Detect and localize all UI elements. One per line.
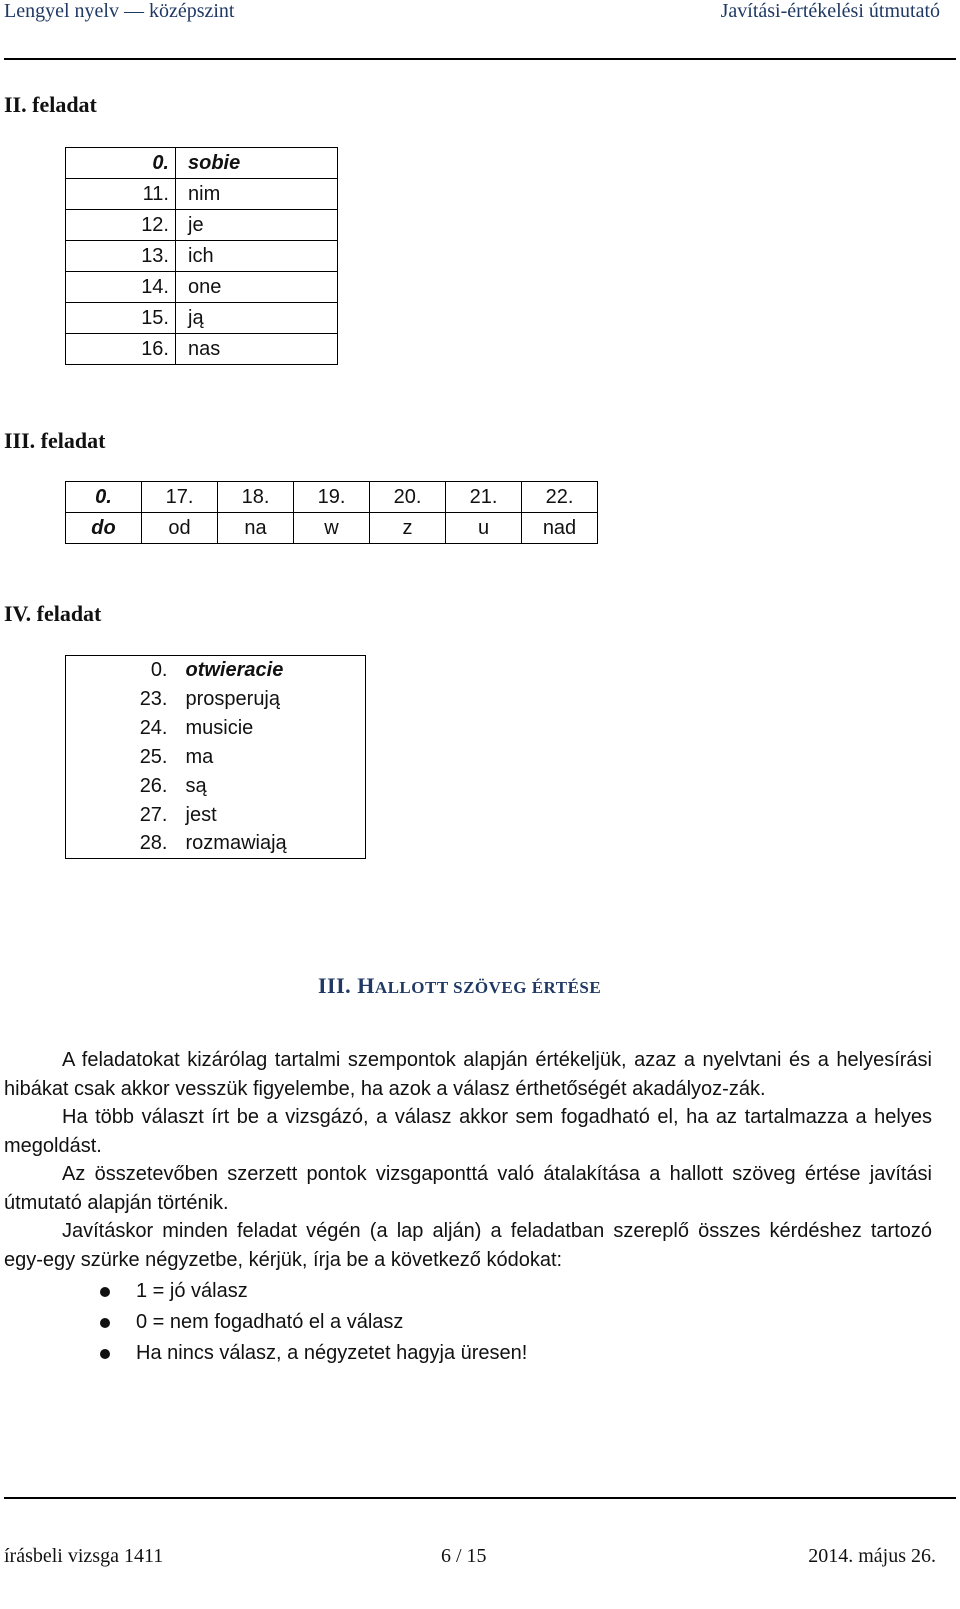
footer-page-number: 6 / 15 bbox=[441, 1545, 487, 1567]
code-text: 1 = jó válasz bbox=[136, 1280, 248, 1302]
table-row bbox=[66, 830, 366, 859]
task4-table bbox=[65, 655, 366, 859]
code-text: Ha nincs válasz, a négyzetet hagyja üresen! bbox=[136, 1342, 528, 1364]
table-row bbox=[66, 148, 338, 179]
task2-answer: je bbox=[176, 210, 338, 241]
header-subject: Lengyel nyelv — középszint bbox=[4, 0, 235, 22]
instructions bbox=[4, 1046, 932, 1369]
task4-num: 24. bbox=[139, 716, 168, 739]
task4-answer: jest bbox=[185, 803, 217, 826]
section-title-initial: H bbox=[357, 973, 375, 998]
code-list bbox=[4, 1276, 932, 1369]
task2-table bbox=[65, 147, 338, 365]
section-title-rest: ALLOTT SZÖVEG ÉRTÉSE bbox=[374, 978, 602, 997]
table-row bbox=[66, 303, 338, 334]
task4-answer: ma bbox=[185, 745, 214, 768]
task2-answer: one bbox=[176, 272, 338, 303]
instruction-paragraph: Az összetevőben szerzett pontok vizsgaponttá való átalakítása a hallott szöveg értése javítási útmutató alapján történik. bbox=[4, 1163, 932, 1214]
task3-num: 20. bbox=[370, 482, 446, 513]
task2-num: 0. bbox=[66, 148, 176, 179]
task3-num: 0. bbox=[66, 482, 142, 513]
task4-num: 0. bbox=[150, 658, 168, 681]
task4-answer: są bbox=[185, 774, 207, 797]
task4-answer: rozmawiają bbox=[185, 832, 287, 855]
task3-answer: z bbox=[370, 513, 446, 544]
footer-divider bbox=[4, 1497, 956, 1499]
task3-num: 18. bbox=[218, 482, 294, 513]
task2-num: 15. bbox=[66, 303, 176, 334]
task2-num: 16. bbox=[66, 334, 176, 365]
task3-answer: od bbox=[142, 513, 218, 544]
task4-num: 23. bbox=[139, 687, 168, 710]
list-item bbox=[4, 1338, 932, 1369]
instruction-paragraph: Javításkor minden feladat végén (a lap alján) a feladatban szereplő összes kérdéshez tartozó egy-egy szürke négyzetbe, kérjük, írja be a következő kódokat: bbox=[4, 1220, 932, 1271]
footer-date: 2014. május 26. bbox=[808, 1545, 936, 1567]
task3-title: III. feladat bbox=[4, 428, 106, 453]
section-roman: III. bbox=[318, 973, 352, 998]
table-row bbox=[66, 714, 366, 743]
table-row bbox=[66, 801, 366, 830]
task4-answer: prosperują bbox=[185, 687, 281, 710]
task2-answer: nas bbox=[176, 334, 338, 365]
bullet-icon bbox=[100, 1318, 110, 1328]
table-row bbox=[66, 772, 366, 801]
task4-num: 28. bbox=[139, 832, 168, 855]
task2-num: 11. bbox=[66, 179, 176, 210]
footer-exam: írásbeli vizsga 1411 bbox=[4, 1545, 164, 1567]
task4-num: 25. bbox=[139, 745, 168, 768]
task3-answer: u bbox=[446, 513, 522, 544]
task3-answer: na bbox=[218, 513, 294, 544]
code-text: 0 = nem fogadható el a válasz bbox=[136, 1311, 404, 1333]
list-item bbox=[4, 1307, 932, 1338]
table-row bbox=[66, 743, 366, 772]
section-title bbox=[318, 973, 601, 999]
task3-num: 17. bbox=[142, 482, 218, 513]
task2-num: 13. bbox=[66, 241, 176, 272]
instruction-paragraph: A feladatokat kizárólag tartalmi szempontok alapján értékeljük, azaz a nyelvtani és a helyesírási hibákat csak akkor vesszük figyelembe, ha azok a válasz érthetőségét akadályoz-zák. bbox=[4, 1049, 932, 1100]
list-item bbox=[4, 1276, 932, 1307]
task4-num: 26. bbox=[139, 774, 168, 797]
task2-answer: nim bbox=[176, 179, 338, 210]
table-row bbox=[66, 656, 366, 685]
table-row bbox=[66, 482, 598, 513]
task3-num: 19. bbox=[294, 482, 370, 513]
table-row bbox=[66, 179, 338, 210]
task2-answer: sobie bbox=[176, 148, 338, 179]
table-row bbox=[66, 513, 598, 544]
task4-num: 27. bbox=[139, 803, 168, 826]
task4-answer: musicie bbox=[185, 716, 254, 739]
table-row bbox=[66, 241, 338, 272]
task3-table bbox=[65, 481, 598, 544]
header-doc-type: Javítási-értékelési útmutató bbox=[720, 0, 940, 22]
task4-title: IV. feladat bbox=[4, 601, 102, 626]
table-row bbox=[66, 685, 366, 714]
task2-num: 14. bbox=[66, 272, 176, 303]
task2-title: II. feladat bbox=[4, 92, 97, 117]
task3-answer: nad bbox=[522, 513, 598, 544]
table-row bbox=[66, 334, 338, 365]
task3-answer: w bbox=[294, 513, 370, 544]
bullet-icon bbox=[100, 1349, 110, 1359]
task3-num: 21. bbox=[446, 482, 522, 513]
bullet-icon bbox=[100, 1287, 110, 1297]
instruction-paragraph: Ha több választ írt be a vizsgázó, a válasz akkor sem fogadható el, ha az tartalmazza a helyes megoldást. bbox=[4, 1106, 932, 1157]
header-divider bbox=[4, 58, 956, 60]
task2-num: 12. bbox=[66, 210, 176, 241]
table-row bbox=[66, 210, 338, 241]
table-row bbox=[66, 272, 338, 303]
task2-answer: ją bbox=[176, 303, 338, 334]
task3-answer: do bbox=[66, 513, 142, 544]
task2-answer: ich bbox=[176, 241, 338, 272]
task4-answer: otwieracie bbox=[185, 658, 284, 681]
task3-num: 22. bbox=[522, 482, 598, 513]
